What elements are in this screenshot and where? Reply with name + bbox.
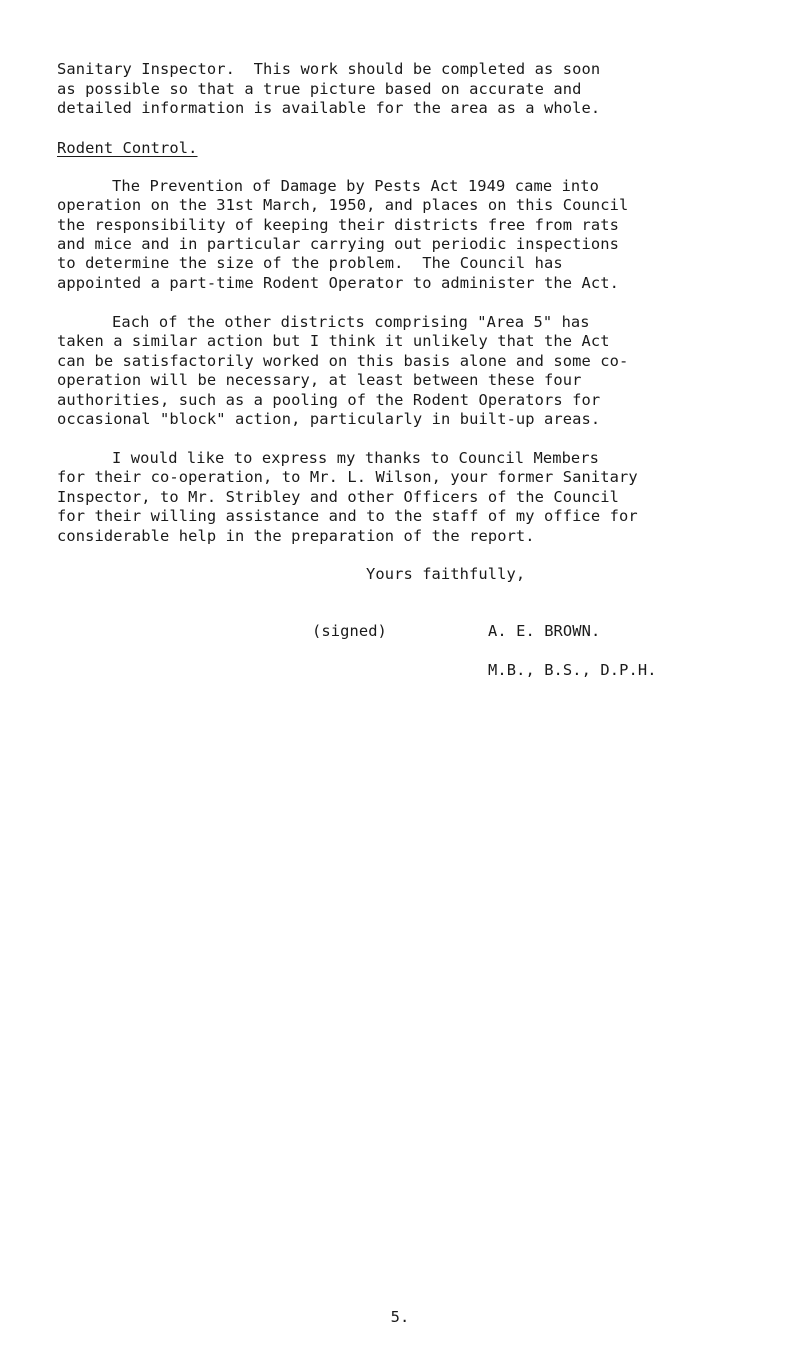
paragraph1-line-5: to determine the size of the problem. The Council has (57, 254, 563, 272)
intro-line-3: detailed information is available for the area as a whole. (57, 99, 601, 117)
paragraph3-line-5: considerable help in the preparation of the report. (57, 527, 535, 545)
paragraph1-line-6: appointed a part-time Rodent Operator to administer the Act. (57, 274, 619, 292)
intro-line-1: Sanitary Inspector. This work should be completed as soon (57, 60, 601, 78)
paragraph2-line-6: occasional "block" action, particularly in built-up areas. (57, 410, 601, 428)
paragraph2-line-1: Each of the other districts comprising "Area 5" has (112, 313, 590, 331)
paragraph1-line-4: and mice and in particular carrying out periodic inspections (57, 235, 619, 253)
section-heading: Rodent Control. (57, 139, 198, 157)
signatory-name: A. E. BROWN. (488, 622, 601, 640)
signatory-qualifications: M.B., B.S., D.P.H. (488, 661, 657, 679)
paragraph1-line-3: the responsibility of keeping their districts free from rats (57, 216, 619, 234)
paragraph2-line-3: can be satisfactorily worked on this basis alone and some co- (57, 352, 629, 370)
paragraph3-line-4: for their willing assistance and to the staff of my office for (57, 507, 638, 525)
salutation: Yours faithfully, (366, 565, 526, 583)
paragraph2-line-4: operation will be necessary, at least between these four (57, 371, 582, 389)
paragraph3-line-3: Inspector, to Mr. Stribley and other Officers of the Council (57, 488, 619, 506)
paragraph1-line-1: The Prevention of Damage by Pests Act 1949 came into (112, 177, 600, 195)
paragraph2-line-2: taken a similar action but I think it unlikely that the Act (57, 332, 610, 350)
signed-label: (signed) (312, 622, 387, 640)
page-number: 5. (390, 1308, 410, 1326)
paragraph1-line-2: operation on the 31st March, 1950, and places on this Council (57, 196, 629, 214)
paragraph2-line-5: authorities, such as a pooling of the Rodent Operators for (57, 391, 601, 409)
intro-line-2: as possible so that a true picture based on accurate and (57, 80, 582, 98)
paragraph3-line-1: I would like to express my thanks to Council Members (112, 449, 600, 467)
paragraph3-line-2: for their co-operation, to Mr. L. Wilson, your former Sanitary (57, 468, 638, 486)
